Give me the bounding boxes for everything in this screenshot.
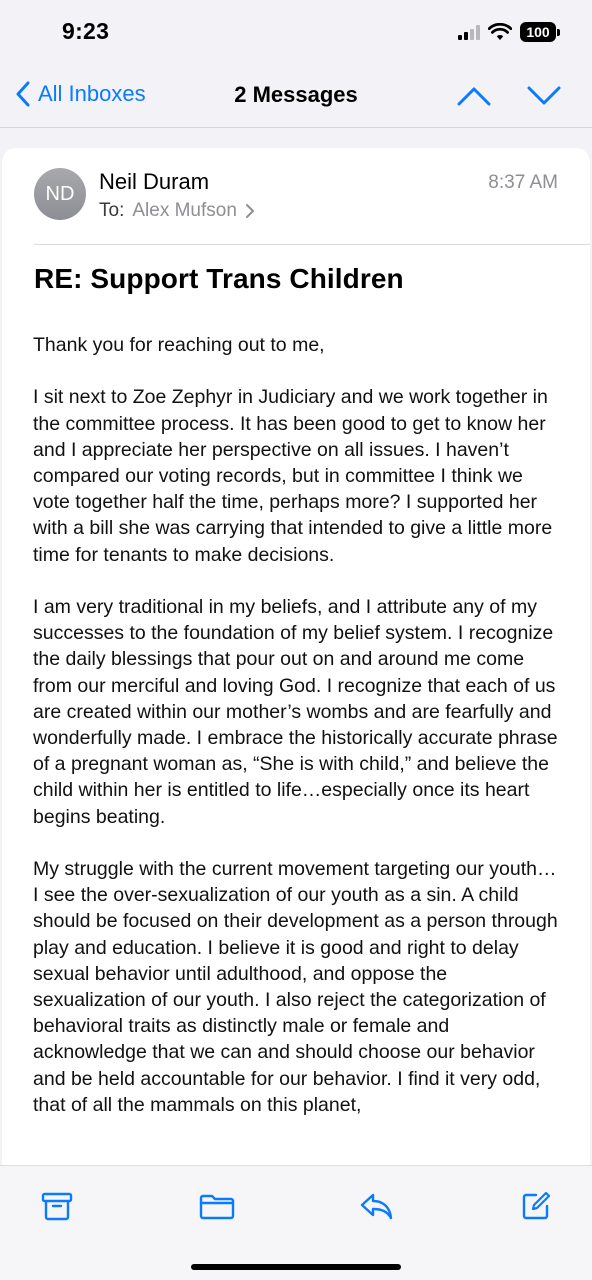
message-timestamp: 8:37 AM (488, 172, 558, 193)
back-button[interactable] (16, 80, 146, 108)
navigation-bar (0, 66, 592, 128)
chevron-left-icon (16, 80, 30, 108)
chevron-down-icon (527, 86, 561, 106)
back-button-label: All Inboxes (38, 81, 146, 106)
message-card (2, 148, 590, 1168)
body-paragraph: Thank you for reaching out to me, (33, 334, 325, 356)
to-label: To: (99, 200, 125, 221)
body-paragraph: I am very traditional in my beliefs, and I attribute any of my successes to the foundation of my belief system. I recognize the daily blessings that pour out on and around me come from our merciful and loving God. I recognize that each of us are created within our mother’s wombs and are fearfully and wonderfully made. I embrace the historically accurate phrase of a pregnant woman as, “She is with child,” and believe the child within her is entitled to life…especially once its heart begins beating. (33, 596, 558, 828)
archive-icon (41, 1191, 73, 1221)
chevron-right-icon (245, 203, 255, 219)
header-divider (34, 244, 590, 245)
wifi-icon (488, 23, 512, 41)
move-to-folder-button[interactable] (197, 1186, 237, 1226)
avatar[interactable]: ND (34, 168, 86, 220)
status-time: 9:23 (62, 18, 110, 44)
body-paragraph: My struggle with the current movement targeting our youth… I see the over-sexualization of our youth as a sin. A child should be focused on their development as a person through play and education. I believe it is good and right to delay sexual behavior until adulthood, and oppose the sexualization of our youth. I also reject the categorization of behavioral traits as distinctly male or female and acknowledge that we can and should choose our behavior and be held accountable for our behavior. I find it very odd, that of all the mammals on this planet, (33, 858, 558, 1116)
message-body[interactable] (33, 332, 565, 1144)
message-navigation (456, 80, 562, 112)
compose-button[interactable] (516, 1186, 556, 1226)
bottom-toolbar (0, 1165, 592, 1280)
body-paragraph: I sit next to Zoe Zephyr in Judiciary and we work together in the committee process. It has been good to get to know her and I appreciate her perspective on all issues. I haven’t compared our voting records, but in committee I think we vote together half the time, perhaps more? I supported her with a bill she was carrying that intended to give a little more time for tenants to make decisions. (33, 386, 553, 566)
previous-message-button[interactable] (456, 80, 492, 112)
recipient-line[interactable] (99, 200, 255, 222)
cellular-signal-icon (458, 24, 480, 40)
recipient-name: Alex Mufson (132, 200, 237, 221)
archive-button[interactable] (37, 1186, 77, 1226)
status-bar (0, 0, 592, 66)
next-message-button[interactable] (526, 80, 562, 112)
sender-name[interactable]: Neil Duram (99, 169, 210, 194)
reply-icon (359, 1192, 393, 1220)
reply-button[interactable] (356, 1186, 396, 1226)
battery-icon: 100 (520, 22, 556, 42)
compose-icon (520, 1190, 552, 1222)
status-icons (458, 22, 556, 42)
home-indicator[interactable] (191, 1264, 401, 1270)
folder-icon (199, 1192, 235, 1220)
nav-title: 2 Messages (234, 82, 358, 107)
chevron-up-icon (457, 86, 491, 106)
message-subject: RE: Support Trans Children (34, 263, 404, 294)
